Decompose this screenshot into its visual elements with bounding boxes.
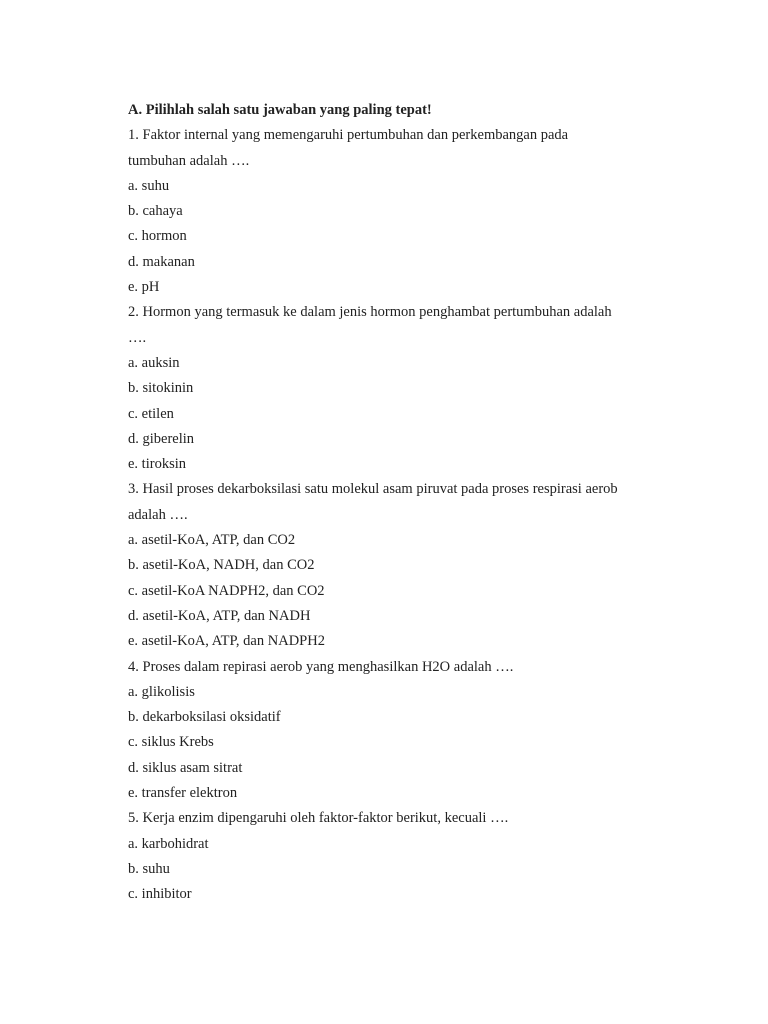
answer-option: b. dekarboksilasi oksidatif xyxy=(128,709,281,726)
answer-option: c. etilen xyxy=(128,405,174,422)
answer-option: e. tiroksin xyxy=(128,456,186,473)
section-heading: A. Pilihlah salah satu jawaban yang paling tepat! xyxy=(128,102,432,118)
question-1 xyxy=(128,123,688,300)
answer-option: e. transfer elektron xyxy=(128,785,238,802)
question-text: 5. Kerja enzim dipengaruhi oleh faktor-faktor berikut, kecuali …. xyxy=(128,810,509,827)
answer-option: a. suhu xyxy=(128,177,170,194)
answer-option: c. inhibitor xyxy=(128,886,192,903)
answer-option: b. cahaya xyxy=(128,203,183,220)
answer-option: e. asetil-KoA, ATP, dan NADPH2 xyxy=(128,633,325,650)
question-text: adalah …. xyxy=(128,506,188,523)
question-3 xyxy=(128,477,688,654)
question-text: 1. Faktor internal yang memengaruhi pertumbuhan dan perkembangan pada xyxy=(128,127,569,144)
answer-option: c. siklus Krebs xyxy=(128,734,214,751)
answer-option: a. asetil-KoA, ATP, dan CO2 xyxy=(128,532,296,549)
document-page xyxy=(128,98,688,908)
answer-option: a. glikolisis xyxy=(128,683,195,700)
question-4 xyxy=(128,655,688,807)
answer-option: d. makanan xyxy=(128,253,195,270)
answer-option: c. hormon xyxy=(128,228,187,245)
question-text: 4. Proses dalam repirasi aerob yang menghasilkan H2O adalah …. xyxy=(128,658,514,675)
answer-option: b. asetil-KoA, NADH, dan CO2 xyxy=(128,557,315,574)
answer-option: a. karbohidrat xyxy=(128,835,209,852)
question-text: 2. Hormon yang termasuk ke dalam jenis hormon penghambat pertumbuhan adalah xyxy=(128,304,612,321)
answer-option: d. giberelin xyxy=(128,430,195,447)
question-5 xyxy=(128,806,688,907)
question-2 xyxy=(128,300,688,477)
answer-option: b. suhu xyxy=(128,860,170,877)
question-text: …. xyxy=(128,329,147,346)
answer-option: e. pH xyxy=(128,279,160,296)
answer-option: d. siklus asam sitrat xyxy=(128,759,243,776)
answer-option: b. sitokinin xyxy=(128,380,194,397)
question-text: tumbuhan adalah …. xyxy=(128,152,250,169)
answer-option: c. asetil-KoA NADPH2, dan CO2 xyxy=(128,582,325,599)
answer-option: d. asetil-KoA, ATP, dan NADH xyxy=(128,607,311,624)
question-text: 3. Hasil proses dekarboksilasi satu molekul asam piruvat pada proses respirasi aerob xyxy=(128,481,618,498)
answer-option: a. auksin xyxy=(128,354,180,371)
